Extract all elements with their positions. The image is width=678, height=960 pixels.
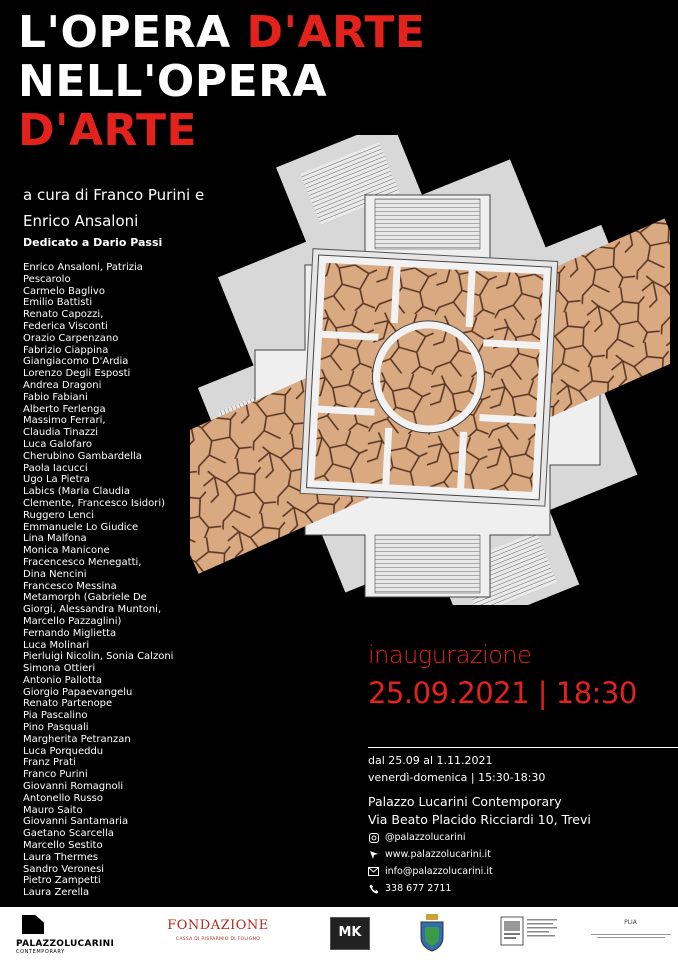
title-line1-red: D'ARTE [246, 7, 426, 58]
palazzo-logo-name: PALAZZOLUCARINI [16, 939, 115, 949]
artist-name: Fabio Fabiani [23, 391, 88, 403]
crest-icon [417, 913, 447, 953]
artist-name: Margherita Petranzan [23, 733, 131, 745]
period-dates: dal 25.09 al 1.11.2021 [368, 754, 493, 767]
artist-name: Fracencesco Menegatti, [23, 556, 142, 568]
curators-line2: Enrico Ansaloni [23, 212, 139, 230]
artist-name: Massimo Ferrari, [23, 415, 106, 427]
poster-title [18, 8, 426, 155]
divider [368, 747, 678, 748]
palazzo-mark-icon [22, 915, 44, 934]
venue-address: Via Beato Placido Ricciardi 10, Trevi [368, 812, 591, 827]
artist-name: Pino Pasquali [23, 722, 89, 734]
contact-instagram[interactable] [368, 829, 493, 846]
artist-name: Luca Molinari [23, 639, 90, 651]
artist-name: Antonio Pallotta [23, 674, 102, 686]
fondazione-logo [158, 918, 278, 942]
artist-name: Renato Capozzi, [23, 309, 104, 321]
artist-name: Labics (Maria Claudia [23, 486, 131, 498]
artist-name: Pierluigi Nicolin, Sonia Calzoni [23, 651, 174, 663]
artist-name: Cherubino Gambardella [23, 450, 142, 462]
venue-name: Palazzo Lucarini Contemporary [368, 794, 562, 809]
artist-name: Metamorph (Gabriele De [23, 592, 147, 604]
artist-name: Emilio Battisti [23, 297, 93, 309]
artist-name: Giovanni Santamaria [23, 816, 129, 828]
exhibition-period [368, 752, 545, 786]
artist-name: Lorenzo Degli Esposti [23, 368, 131, 380]
cursor-arrow-icon [368, 849, 379, 860]
artist-name: Laura Thermes [23, 851, 99, 863]
institution-document-logo [500, 913, 560, 957]
artist-name: Fabrizio Ciappina [23, 344, 109, 356]
artist-name: Paola Iacucci [23, 462, 88, 474]
contacts [368, 829, 493, 897]
palazzo-lucarini-logo [16, 915, 114, 955]
artist-name: Giorgi, Alessandra Muntoni, [23, 604, 162, 616]
curators-line1: a cura di Franco Purini e [23, 186, 205, 204]
artist-name: Pia Pascalino [23, 710, 88, 722]
plia-fine-print-icon [591, 933, 671, 941]
artist-name: Ruggero Lenci [23, 509, 95, 521]
artist-name: Luca Porqueddu [23, 745, 104, 757]
artist-name: Sandro Veronesi [23, 863, 105, 875]
artist-name: Federica Visconti [23, 320, 108, 332]
plia-logo-name: PLIA [624, 919, 637, 926]
inauguration-datetime: 25.09.2021 | 18:30 [368, 676, 637, 710]
plia-logo [588, 919, 673, 945]
title-line1-white: L'OPERA [18, 7, 247, 58]
artist-name: Andrea Dragoni [23, 379, 102, 391]
artist-name: Pescarolo [23, 273, 71, 285]
municipal-crest-logo [417, 913, 447, 957]
artist-name: Giorgio Papaevangelu [23, 686, 133, 698]
fondazione-logo-name: FONDAZIONE [167, 918, 269, 933]
artist-name: Franco Purini [23, 769, 88, 781]
artist-name: Giangiacomo D'Ardia [23, 356, 129, 368]
instagram-icon [368, 832, 379, 843]
artist-name: Enrico Ansaloni, Patrizia [23, 262, 143, 273]
artist-name: Ugo La Pietra [23, 474, 90, 486]
artist-name: Claudia Tinazzi [23, 427, 98, 439]
contact-website[interactable] [368, 846, 493, 863]
artist-name: Lina Malfona [23, 533, 87, 545]
dedication: Dedicato a Dario Passi [23, 236, 163, 249]
artist-name: Carmelo Baglivo [23, 285, 105, 297]
artist-name: Mauro Saito [23, 804, 83, 816]
artist-name: Orazio Carpenzano [23, 332, 119, 344]
artists-list [23, 262, 208, 899]
artist-name: Monica Manicone [23, 545, 110, 557]
mk-logo-label: MK [338, 925, 362, 940]
phone-icon [368, 883, 379, 894]
artist-name: Laura Zerella [23, 887, 90, 899]
artist-name: Emmanuele Lo Giudice [23, 521, 139, 533]
artist-name: Marcello Sestito [23, 840, 103, 852]
artist-name: Renato Partenope [23, 698, 113, 710]
artist-name: Gaetano Scarcella [23, 828, 114, 840]
contact-email[interactable] [368, 863, 493, 880]
mk-logo [330, 917, 370, 950]
fondazione-logo-sub: CASSA DI RISPARMIO DI FOLIGNO [175, 937, 261, 942]
palazzo-logo-sub: CONTEMPORARY [16, 949, 65, 955]
envelope-icon [368, 866, 379, 877]
artist-name: Francesco Messina [23, 580, 117, 592]
sponsor-footer [0, 907, 678, 960]
artist-name: Marcello Pazzaglini) [23, 615, 122, 627]
artist-name: Alberto Ferlenga [23, 403, 106, 415]
artist-name: Antonello Russo [23, 792, 103, 804]
artist-name: Luca Galofaro [23, 438, 92, 450]
phone-number[interactable]: 338 677 2711 [385, 883, 452, 894]
artist-name: Pietro Zampetti [23, 875, 101, 887]
artist-name: Fernando Miglietta [23, 627, 117, 639]
artist-name: Giovanni Romagnoli [23, 781, 124, 793]
contact-phone[interactable] [368, 880, 493, 897]
website-link[interactable]: www.palazzolucarini.it [385, 849, 491, 860]
artist-name: Clemente, Francesco Isidori) [23, 497, 166, 509]
venue [368, 793, 591, 829]
artist-name: Simona Ottieri [23, 663, 96, 675]
title-line3: D'ARTE [18, 105, 198, 156]
architectural-plan-artwork [190, 135, 670, 605]
title-line2: NELL'OPERA [18, 56, 328, 107]
inauguration-label: inaugurazione [368, 641, 532, 669]
artist-name: Franz Prati [23, 757, 76, 769]
document-logo-icon [500, 913, 560, 953]
period-days: venerdì-domenica | 15:30-18:30 [368, 771, 546, 784]
artist-name: Dina Nencini [23, 568, 87, 580]
curators [23, 182, 204, 234]
email-link[interactable]: info@palazzolucarini.it [385, 866, 493, 877]
instagram-handle[interactable]: @palazzolucarini [385, 832, 466, 843]
